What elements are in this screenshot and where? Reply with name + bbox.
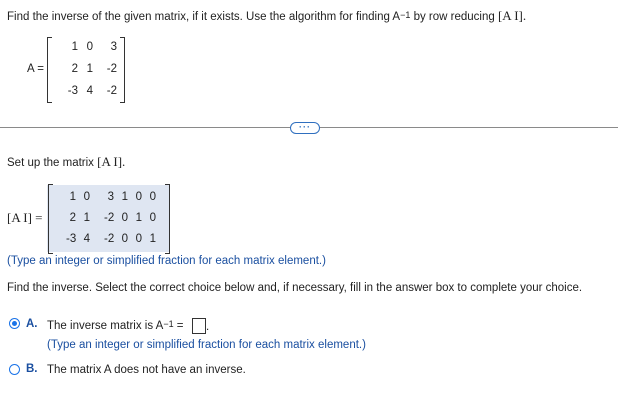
matrix-a-cell: 1 — [86, 63, 93, 75]
step1-hint: (Type an integer or simplified fraction for each matrix element.) — [7, 255, 326, 267]
step1-aug-notation: [A I]. — [97, 154, 126, 169]
step2-instruction: Find the inverse. Select the correct choice below and, if necessary, fill in the answer box to complete your choice. — [7, 282, 583, 294]
matrix-a-cell: -2 — [106, 85, 117, 97]
matrix-a-cell: 4 — [86, 85, 93, 97]
aug-cell[interactable]: 3 — [107, 191, 114, 203]
matrix-a-label: A = — [27, 63, 44, 75]
matrix-a-cell: -2 — [106, 63, 117, 75]
matrix-a-cell: 2 — [71, 63, 78, 75]
aug-cell[interactable]: 0 — [149, 212, 156, 224]
question-main: Find the inverse of the given matrix, if it exists. Use the algorithm for finding A — [7, 11, 401, 23]
aug-cell[interactable]: 4 — [83, 233, 90, 245]
choice-a-superscript: −1 — [163, 319, 174, 329]
choice-a-text — [47, 320, 184, 332]
choice-b-letter[interactable]: B. — [26, 363, 38, 375]
aug-cell[interactable]: -3 — [66, 233, 77, 245]
choice-a-letter[interactable]: A. — [26, 318, 38, 330]
aug-cell[interactable]: 1 — [69, 191, 76, 203]
choice-a-period: . — [206, 321, 210, 333]
aug-cell[interactable]: 2 — [69, 212, 76, 224]
choice-a-radio[interactable] — [9, 318, 20, 329]
aug-cell[interactable]: 0 — [135, 233, 142, 245]
aug-cell[interactable]: 1 — [83, 212, 90, 224]
answer-input-box[interactable] — [192, 318, 206, 334]
augmented-notation: [A I]. — [497, 8, 527, 23]
matrix-a-cell: 3 — [110, 41, 117, 53]
choice-a-hint: (Type an integer or simplified fraction for each matrix element.) — [47, 339, 366, 351]
augmented-matrix-label: [A I] = — [7, 210, 43, 225]
step1-instruction — [7, 154, 125, 170]
aug-cell[interactable]: 0 — [149, 191, 156, 203]
matrix-a-right-bracket — [120, 37, 125, 103]
aug-cell[interactable]: 0 — [135, 191, 142, 203]
aug-right-bracket — [165, 184, 170, 254]
matrix-a-cell: 0 — [86, 41, 93, 53]
question-text — [7, 8, 526, 24]
aug-cell[interactable]: 1 — [135, 212, 142, 224]
aug-cell[interactable]: 0 — [121, 212, 128, 224]
aug-cell[interactable]: 1 — [149, 233, 156, 245]
matrix-a-cell: -3 — [67, 85, 78, 97]
matrix-a-cell: 1 — [71, 41, 78, 53]
matrix-a-left-bracket — [47, 37, 52, 103]
aug-cell[interactable]: 0 — [83, 191, 90, 203]
choice-b-text: The matrix A does not have an inverse. — [47, 364, 246, 376]
aug-cell[interactable]: 1 — [121, 191, 128, 203]
inverse-superscript: −1 — [400, 10, 411, 20]
aug-cell[interactable]: -2 — [104, 233, 115, 245]
choice-a-statement: The inverse matrix is A — [47, 320, 164, 332]
question-tail: by row reducing — [410, 11, 498, 23]
expand-more-button[interactable]: ··· — [290, 122, 320, 134]
aug-cell[interactable]: -2 — [104, 212, 115, 224]
aug-cell[interactable]: 0 — [121, 233, 128, 245]
choice-b-radio[interactable] — [9, 364, 20, 375]
choice-a-equals: = — [173, 320, 184, 332]
step1-text: Set up the matrix — [7, 157, 98, 169]
aug-left-bracket — [48, 184, 53, 254]
